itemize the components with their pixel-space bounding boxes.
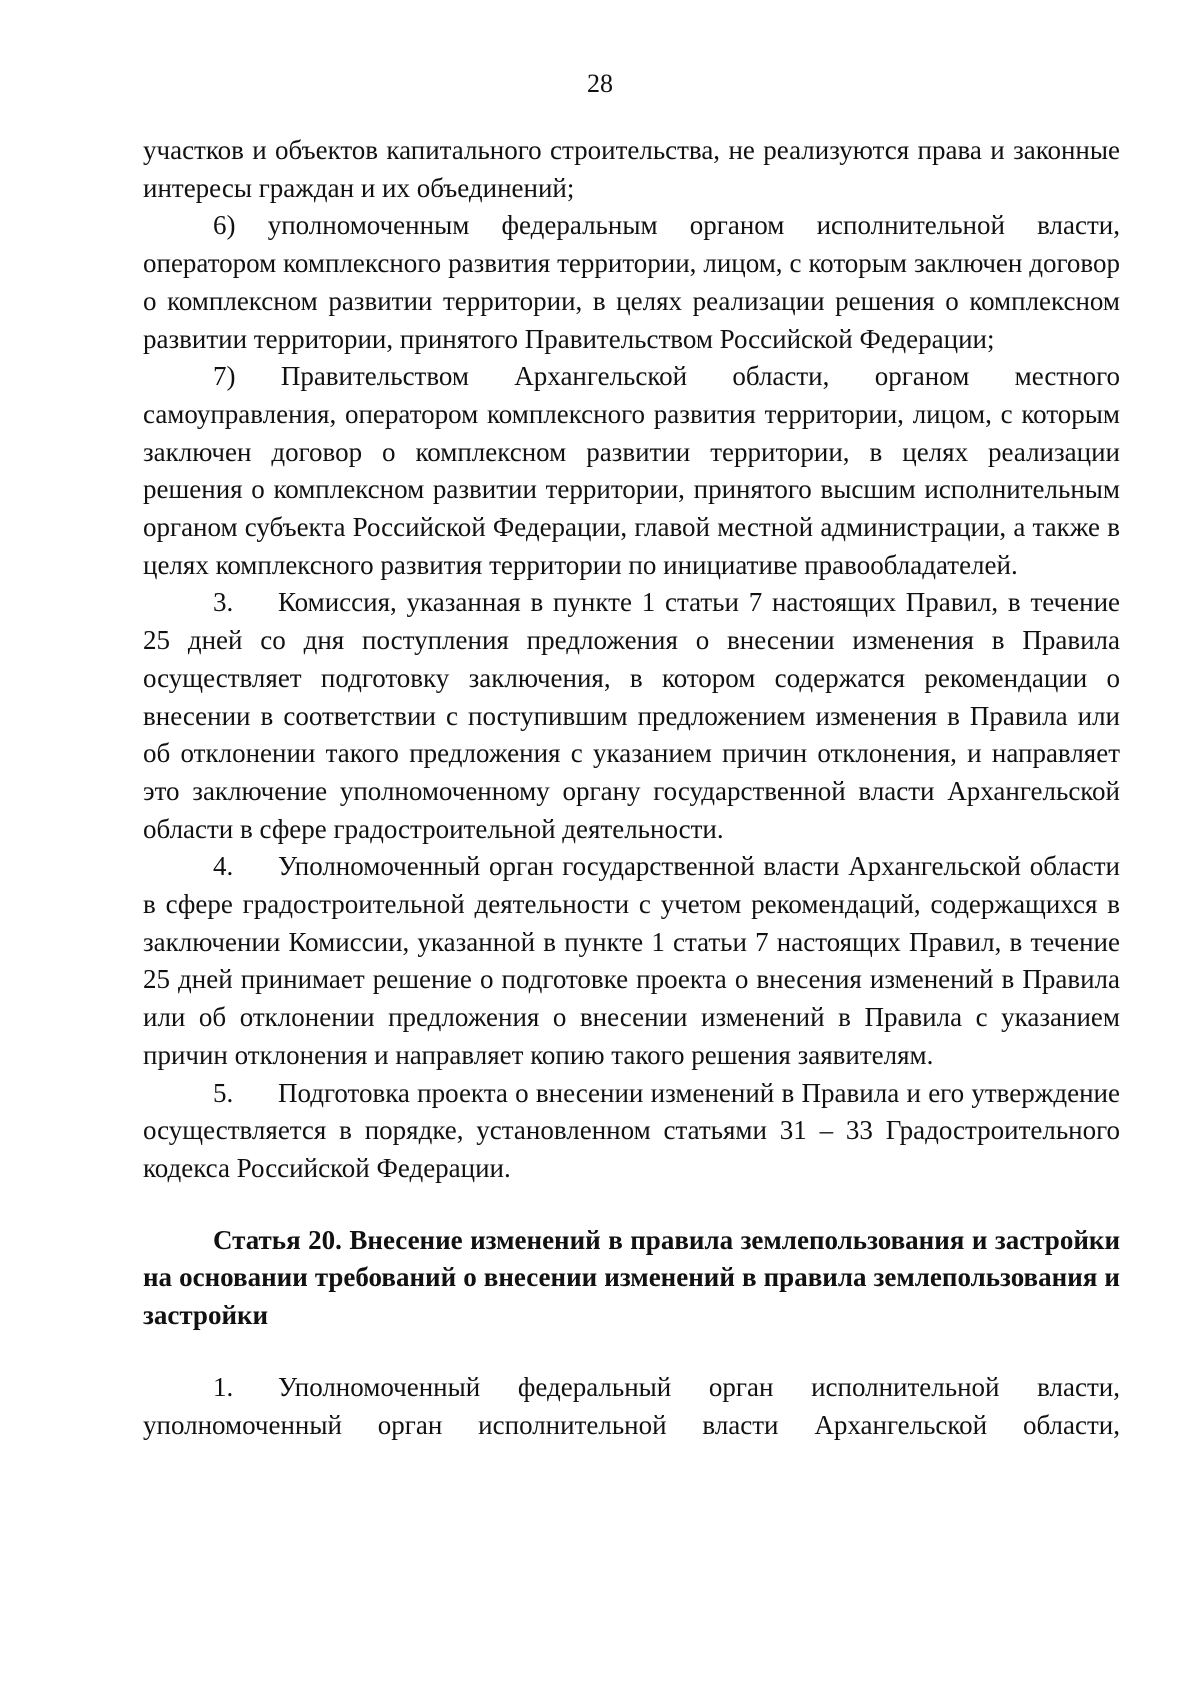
paragraph-continuation: участков и объектов капитального строительства, не реализуются права и законные интересы граждан и их объединений; [143,135,1120,203]
clause-1 [143,1369,1120,1444]
article-heading: Статья 20. Внесение изменений в правила землепользования и застройки на основании требований о внесении изменений в правила землепользования и застройки [143,1224,1120,1331]
clause-text: Уполномоченный федеральный орган исполнительной власти, уполномоченный орган исполнительной власти Архангельской области, [143,1371,1120,1440]
clause-text: Подготовка проекта о внесении изменений в Правила и его утверждение осуществляется в порядке, установленном статьями 31 – 33 Градостроительного кодекса Российской Федерации. [143,1077,1120,1183]
clause-text: Уполномоченный орган государственной власти Архангельской области в сфере градостроительной деятельности с учетом рекомендаций, содержащихся в заключении Комиссии, указанной в пункте 1 статьи 7 настоящих Правил, в течение 25 дней принимает решение о подготовке проекта о внесения изменений в Правила или об отклонении предложения о внесении изменений в Правила с указанием причин отклонения и направляет копию такого решения заявителям. [143,851,1120,1070]
document-body [143,132,1120,1444]
page-number: 28 [587,69,613,98]
clause-number: 3. [213,587,234,618]
clause-number: 1. [213,1371,234,1402]
clause-number: 4. [213,851,234,882]
clause-4 [143,848,1120,1074]
list-item-6: 6) уполномоченным федеральным органом исполнительной власти, оператором комплексного развития территории, лицом, с которым заключен договор о комплексном развитии территории, в целях реализации решения о комплексном развитии территории, принятого Правительством Российской Федерации; [143,210,1120,354]
clause-text: Комиссия, указанная в пункте 1 статьи 7 настоящих Правил, в течение 25 дней со дня поступления предложения о внесении изменения в Правила осуществляет подготовку заключения, в котором содержатся рекомендации о внесении в соответствии с поступившим предложением изменения в Правила или об отклонении такого предложения с указанием причин отклонения, и направляет это заключение уполномоченному органу государственной власти Архангельской области в сфере градостроительной деятельности. [143,587,1120,844]
clause-5 [143,1075,1120,1188]
clause-number: 5. [213,1077,234,1108]
list-item-7: 7) Правительством Архангельской области, органом местного самоуправления, оператором комплексного развития территории, лицом, с которым заключен договор о комплексном развитии территории, в целях реализации решения о комплексном развитии территории, принятого высшим исполнительным органом субъекта Российской Федерации, главой местной администрации, а также в целях комплексного развития территории по инициативе правообладателей. [143,361,1120,580]
clause-3 [143,584,1120,848]
